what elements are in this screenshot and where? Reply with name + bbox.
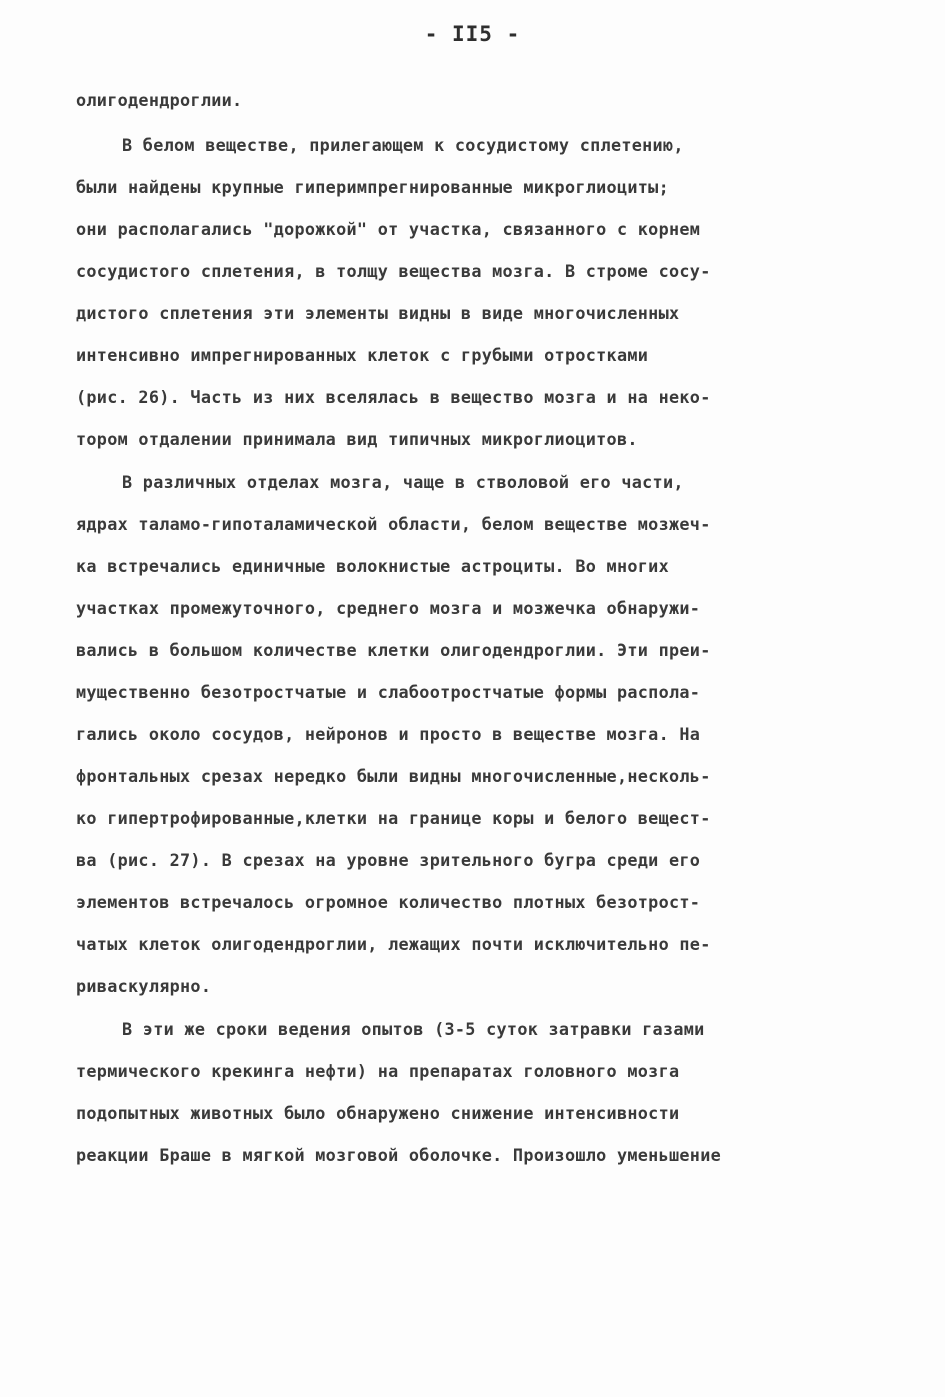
text-line: дистого сплетения эти элементы видны в виде многочисленных <box>76 303 680 323</box>
text-line: олигодендроглии. <box>76 90 243 110</box>
text-line: ва (рис. 27). В срезах на уровне зрительного бугра среди его <box>76 850 701 870</box>
text-line: интенсивно импрегнированных клеток с грубыми отростками <box>76 345 649 365</box>
text-line: гались около сосудов, нейронов и просто в веществе мозга. На <box>76 724 701 744</box>
text-line: В различных отделах мозга, чаще в стволовой его части, <box>122 472 684 492</box>
text-line: сосудистого сплетения, в толщу вещества мозга. В строме сосу- <box>76 261 711 281</box>
text-line: риваскулярно. <box>76 976 212 996</box>
text-line: мущественно безотростчатые и слабоотростчатые формы распола- <box>76 682 701 702</box>
text-line: тором отдалении принимала вид типичных микроглиоцитов. <box>76 429 638 449</box>
text-line: участках промежуточного, среднего мозга и мозжечка обнаружи- <box>76 598 701 618</box>
text-line: вались в большом количестве клетки олигодендроглии. Эти преи- <box>76 640 711 660</box>
text-line: фронтальных срезах нередко были видны многочисленные,несколь- <box>76 766 711 786</box>
text-line: реакции Браше в мягкой мозговой оболочке. Произошло уменьшение <box>76 1145 721 1165</box>
text-line: В эти же сроки ведения опытов (3-5 суток затравки газами <box>122 1019 705 1039</box>
text-line: В белом веществе, прилегающем к сосудистому сплетению, <box>122 135 684 155</box>
text-line: были найдены крупные гиперимпрегнированные микроглиоциты; <box>76 177 669 197</box>
text-line: ка встречались единичные волокнистые астроциты. Во многих <box>76 556 669 576</box>
text-line: ядрах таламо-гипоталамической области, белом веществе мозжеч- <box>76 514 711 534</box>
text-line: ко гипертрофированные,клетки на границе коры и белого вещест- <box>76 808 711 828</box>
text-line: подопытных животных было обнаружено снижение интенсивности <box>76 1103 680 1123</box>
text-line: (рис. 26). Часть из них вселялась в вещество мозга и на неко- <box>76 387 711 407</box>
text-line: они располагались "дорожкой" от участка, связанного с корнем <box>76 219 701 239</box>
text-line: чатых клеток олигодендроглии, лежащих почти исключительно пе- <box>76 934 711 954</box>
page-number: - II5 - <box>424 22 521 46</box>
text-line: термического крекинга нефти) на препаратах головного мозга <box>76 1061 680 1081</box>
text-line: элементов встречалось огромное количество плотных безотрост- <box>76 892 701 912</box>
